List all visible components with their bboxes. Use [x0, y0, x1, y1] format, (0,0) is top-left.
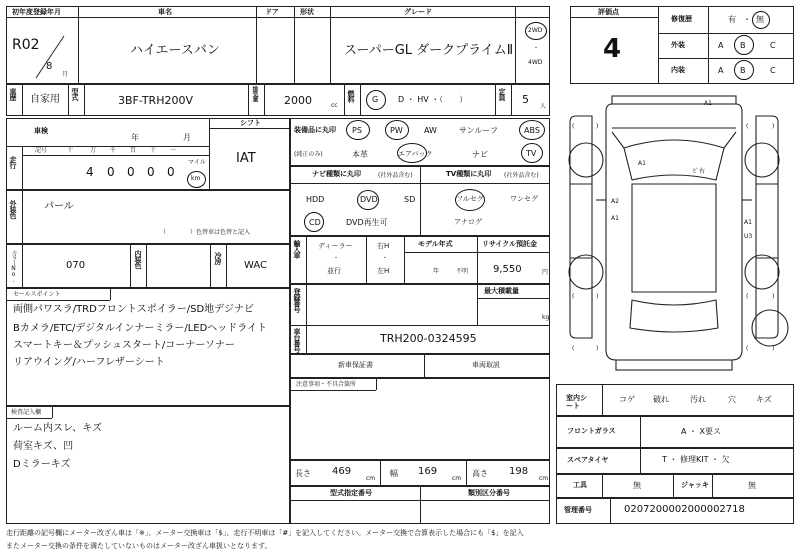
divider: [673, 474, 674, 498]
model-year-label: モデル年式: [418, 240, 453, 248]
footer-note-2: またメーター交換の条件を満たしていないものはメーター改ざん車扱いとなります。: [6, 542, 272, 550]
load-label: 最大積載量: [484, 287, 519, 295]
divider: [366, 236, 367, 284]
tool-section: [556, 474, 794, 498]
divider: [22, 190, 23, 244]
divider: [6, 418, 52, 419]
month-unit: 月: [62, 71, 69, 78]
rear-bumper: [616, 360, 732, 370]
repair-no: 無: [756, 15, 764, 24]
bracket-mark: ): [772, 293, 775, 300]
interior-color-label: 内装色: [134, 250, 142, 268]
reg-year-label: 初年度登録年月: [12, 8, 61, 16]
divider: [226, 244, 227, 288]
recycle-label: リサイクル預託金: [482, 240, 538, 248]
divider: [306, 284, 307, 354]
color-value: パール: [44, 201, 74, 212]
navi-sd: SD: [404, 195, 416, 204]
exterior-a: A: [718, 41, 724, 50]
divider: [146, 244, 147, 288]
damage-mark: A1: [744, 219, 752, 226]
divider: [290, 500, 550, 501]
exterior-label: 外装: [671, 41, 685, 49]
car-rear-window: [630, 300, 718, 332]
divider: [420, 166, 421, 236]
disp-unit: cc: [331, 102, 338, 109]
recycle-unit: 円: [542, 269, 549, 276]
import-dealer: ディーラー: [318, 242, 353, 250]
mileage-label: 走行: [9, 156, 17, 168]
length-unit: cm: [366, 475, 376, 482]
sales-line: Bカメラ/ETC/デジタルインナーミラー/LEDヘッドライト: [13, 323, 267, 334]
wheel-rear-left: [569, 255, 603, 289]
seat-item-yabure: 破れ: [653, 395, 669, 404]
divider: [78, 6, 79, 84]
cooler-value: WAC: [244, 260, 267, 271]
tv-fullseg: フルセグ: [456, 195, 484, 203]
divider: [360, 84, 361, 116]
navi-label: ナビ種類に丸印: [312, 170, 361, 178]
repair-dot: ・: [743, 15, 751, 24]
navi-dvd: DVD: [360, 195, 378, 204]
divider: [22, 84, 23, 116]
spare-wheel: [752, 310, 788, 346]
model-value: 3BF-TRH200V: [118, 94, 193, 107]
fuel-label: 燃料: [347, 90, 355, 102]
mileage-head-1: 十: [67, 147, 74, 154]
chassis-value: TRH200-0324595: [380, 332, 477, 345]
divider: [420, 486, 421, 524]
bracket-mark: (: [572, 123, 575, 130]
equip-tv: TV: [526, 149, 537, 158]
divider: [640, 416, 641, 448]
equip-aw: AW: [424, 126, 437, 135]
equip-abs: ABS: [524, 126, 540, 135]
equip-sunroof: サンルーフ: [459, 126, 498, 135]
mileage-head-5: 十: [150, 147, 157, 154]
equip-navi: ナビ: [472, 150, 488, 159]
sales-label: セールスポイント: [13, 291, 61, 298]
fuel-g: G: [372, 95, 379, 104]
manual-label: 車両取説: [472, 361, 500, 369]
import-parallel: 並行: [327, 267, 341, 275]
divider: [330, 6, 331, 84]
use-label: 車歴: [9, 88, 17, 100]
navi-dvd-play: DVD再生可: [346, 218, 388, 227]
capacity-unit: 人: [540, 103, 547, 110]
bracket-mark: (: [572, 345, 575, 352]
cooler-label: 冷房: [214, 252, 222, 264]
car-body-outline: [606, 104, 742, 360]
inspector-line: Dミラーキズ: [13, 459, 71, 470]
mgmt-value: 0207200002000002718: [624, 504, 745, 515]
exterior-b: B: [740, 41, 746, 50]
car-diagram: [556, 88, 794, 384]
divider: [294, 6, 295, 84]
mile-label: マイル: [188, 159, 206, 166]
tv-label: TV種類に丸印: [446, 170, 492, 178]
footer-note-1: 走行距離の記号欄にメーター改ざん車は「※」、メーター交換車は「$」、走行不明車は「#」を記入してください。メーター交換で合算表示した場合にも「$」を記入: [6, 529, 524, 537]
door-label: ドア: [265, 8, 279, 16]
jack-label: ジャッキ: [681, 481, 709, 489]
sales-line: リアウイング/ハーフレザーシート: [13, 357, 165, 368]
tool-value: 無: [633, 481, 641, 490]
shift-value: IAT: [236, 151, 256, 166]
bracket-mark: ): [596, 123, 599, 130]
interior-b: B: [740, 66, 746, 75]
bracket-mark: ): [596, 293, 599, 300]
drive-4wd: 4WD: [528, 59, 543, 66]
grade-value: スーパーGL ダークプライムⅡ: [344, 43, 514, 58]
import-dot: ・: [382, 255, 389, 262]
use-value: 自家用: [30, 94, 60, 105]
divider: [466, 460, 467, 486]
divider: [658, 58, 794, 59]
divider: [52, 406, 53, 418]
color-note: （ ）色替車は色替と記入: [160, 229, 251, 236]
disp-label: 排気量: [251, 86, 258, 101]
divider: [210, 244, 211, 288]
height-value: 198: [509, 466, 529, 477]
damage-mark: A1: [638, 160, 646, 167]
damage-mark: U3: [744, 233, 753, 240]
reg-era: R02: [12, 37, 40, 53]
exterior-c: C: [770, 41, 776, 50]
fuel-options: D ・ HV ・（ ）: [398, 95, 468, 104]
inspector-line: 荷室キズ、凹: [13, 441, 74, 452]
divider: [130, 244, 131, 288]
shape-label: 形状: [300, 8, 314, 16]
divider: [306, 236, 307, 284]
inspector-line: ルーム内スレ、キズ: [13, 423, 102, 434]
notes-label: 注意事項・不具合箇所: [296, 381, 357, 388]
equip-ps: PS: [352, 126, 362, 135]
mileage-digit: 0: [147, 165, 155, 179]
divider: [22, 146, 23, 190]
navi-sublabel: (社外品含む): [378, 172, 413, 179]
bracket-mark: (: [746, 123, 749, 130]
wheel-rear-right: [745, 255, 779, 289]
inspection-month-unit: 月: [183, 133, 191, 142]
height-unit: cm: [539, 475, 549, 482]
divider: [264, 84, 265, 116]
divider: [658, 6, 659, 84]
tv-analog: アナログ: [454, 218, 482, 226]
score-value: 4: [603, 34, 622, 64]
import-right: 右H: [377, 242, 390, 250]
divider: [602, 384, 603, 416]
divider: [110, 288, 111, 300]
divider: [22, 244, 23, 288]
model-label: 型式: [71, 88, 79, 100]
capacity-value: 5: [522, 93, 529, 106]
seat-label: 室内シート: [566, 394, 587, 411]
interior-a: A: [718, 66, 724, 75]
inspector-label: 検査記入欄: [11, 409, 42, 416]
interior-c: C: [770, 66, 776, 75]
navi-hdd: HDD: [306, 195, 325, 204]
wheel-front-left: [569, 143, 603, 177]
type-number-label: 型式指定番号: [330, 489, 372, 497]
divider: [84, 84, 85, 116]
divider: [290, 390, 376, 391]
mileage-digit: 0: [127, 165, 135, 179]
glass-value: A ・ X要ス: [681, 427, 722, 436]
divider: [404, 252, 550, 253]
mileage-digit: 4: [86, 165, 94, 179]
model-year-unknown: 不明: [456, 268, 469, 275]
score-label: 評価点: [598, 8, 619, 16]
width-label: 幅: [390, 469, 398, 478]
length-value: 469: [332, 466, 352, 477]
seat-item-kizu: キズ: [756, 395, 772, 404]
divider: [256, 6, 257, 84]
tv-sublabel: (社外品含む): [504, 172, 539, 179]
divider: [376, 378, 377, 390]
spare-value: T ・ 修理KIT ・ 欠: [662, 455, 730, 464]
import-label: 輸入車: [293, 240, 301, 258]
divider: [344, 84, 345, 116]
equipment-sublabel: (純正のみ): [294, 151, 323, 158]
repair-label: 修復歴: [671, 15, 692, 23]
damage-mark: A1: [704, 100, 712, 107]
height-label: 高さ: [472, 469, 488, 478]
sales-line: スマートキー＆プッシュスタート/コーナーソナー: [13, 340, 235, 351]
shift-label: シフト: [240, 119, 261, 127]
inspection-year-unit: 年: [131, 133, 139, 142]
chassis-label: 車台番号: [293, 328, 301, 352]
divider: [380, 460, 381, 486]
divider: [290, 183, 550, 184]
divider: [477, 298, 550, 299]
divider: [602, 474, 603, 498]
divider: [68, 84, 69, 116]
reg-month: 8: [46, 61, 53, 72]
damage-mark: ﾋﾞ右: [693, 168, 706, 175]
docs-section: [290, 354, 550, 378]
category-number-label: 類別区分番号: [468, 489, 510, 497]
repair-yes: 有: [728, 15, 736, 24]
divider: [495, 84, 496, 116]
drive-dot: ・: [533, 45, 540, 52]
divider: [570, 17, 658, 18]
divider: [515, 6, 516, 84]
length-label: 長さ: [295, 469, 311, 478]
mileage-head-3: 千: [110, 147, 117, 154]
divider: [424, 354, 425, 378]
divider: [6, 300, 110, 301]
divider: [658, 33, 794, 34]
mileage-head-2: 万: [90, 147, 97, 154]
divider: [248, 84, 249, 116]
drive-2wd: 2WD: [528, 27, 543, 34]
divider: [708, 6, 709, 84]
recycle-value: 9,550: [493, 264, 522, 275]
bracket-mark: ): [772, 123, 775, 130]
disp-value: 2000: [284, 94, 312, 107]
glass-label: フロントガラス: [567, 427, 616, 435]
bracket-mark: ): [596, 345, 599, 352]
color-code-label: カラーNo.: [10, 250, 17, 283]
capacity-label: 定員: [498, 88, 506, 100]
car-name-value: ハイエースバン: [130, 43, 220, 58]
equipment-label: 装備品に丸印: [294, 126, 336, 134]
import-left: 左H: [377, 267, 390, 275]
bracket-mark: ): [772, 345, 775, 352]
sales-line: 両側パワスラ/TRDフロントスポイラー/SD地デジナビ: [13, 304, 254, 315]
mileage-digit: 0: [167, 165, 175, 179]
mileage-head-6: 一: [170, 147, 177, 154]
bracket-mark: (: [572, 293, 575, 300]
divider: [511, 84, 512, 116]
jack-value: 無: [748, 481, 756, 490]
front-bumper: [612, 96, 736, 104]
row2-section: [6, 84, 550, 116]
divider: [712, 474, 713, 498]
mileage-head-0: 記号: [35, 147, 48, 154]
mgmt-label: 管理番号: [564, 506, 592, 514]
seat-item-yogore: 汚れ: [690, 395, 706, 404]
divider: [209, 128, 290, 129]
interior-label: 内装: [671, 66, 685, 74]
color-code-value: 070: [66, 260, 86, 271]
equip-pw: PW: [390, 126, 403, 135]
color-label: 外装色: [9, 200, 17, 218]
width-value: 169: [418, 466, 438, 477]
seat-item-koge: コゲ: [619, 395, 635, 404]
divider: [290, 325, 550, 326]
divider: [610, 498, 611, 524]
navi-cd: CD: [309, 218, 321, 227]
tool-label: 工具: [573, 481, 587, 489]
km-label: km: [191, 175, 201, 182]
load-unit: kg: [542, 314, 550, 321]
damage-mark: A2: [611, 198, 619, 205]
bracket-mark: (: [746, 293, 749, 300]
car-name-label: 車名: [158, 8, 172, 16]
registration-label: 登録番号: [293, 288, 301, 312]
divider: [22, 155, 209, 156]
divider: [6, 17, 550, 18]
width-unit: cm: [452, 475, 462, 482]
model-year-unit: 年: [433, 268, 440, 275]
bracket-mark: (: [746, 345, 749, 352]
divider: [640, 448, 641, 474]
mileage-digit: 0: [107, 165, 115, 179]
spare-label: スペアタイヤ: [567, 456, 609, 464]
mileage-head-4: 百: [130, 147, 137, 154]
divider: [477, 236, 478, 284]
car-roof: [632, 184, 716, 292]
seat-item-ana: 穴: [728, 395, 736, 404]
divider: [477, 284, 478, 325]
divider: [404, 236, 405, 284]
warranty-label: 新車保証書: [338, 361, 373, 369]
import-dot: ・: [333, 255, 340, 262]
inspection-label: 車検: [34, 127, 48, 135]
grade-label: グレード: [404, 8, 432, 16]
equip-leather: 本革: [352, 150, 368, 159]
wheel-front-right: [745, 143, 779, 177]
equip-airbag: エアバック: [398, 150, 433, 158]
tv-oneseg: ワンセグ: [510, 195, 538, 203]
damage-mark: A1: [611, 215, 619, 222]
